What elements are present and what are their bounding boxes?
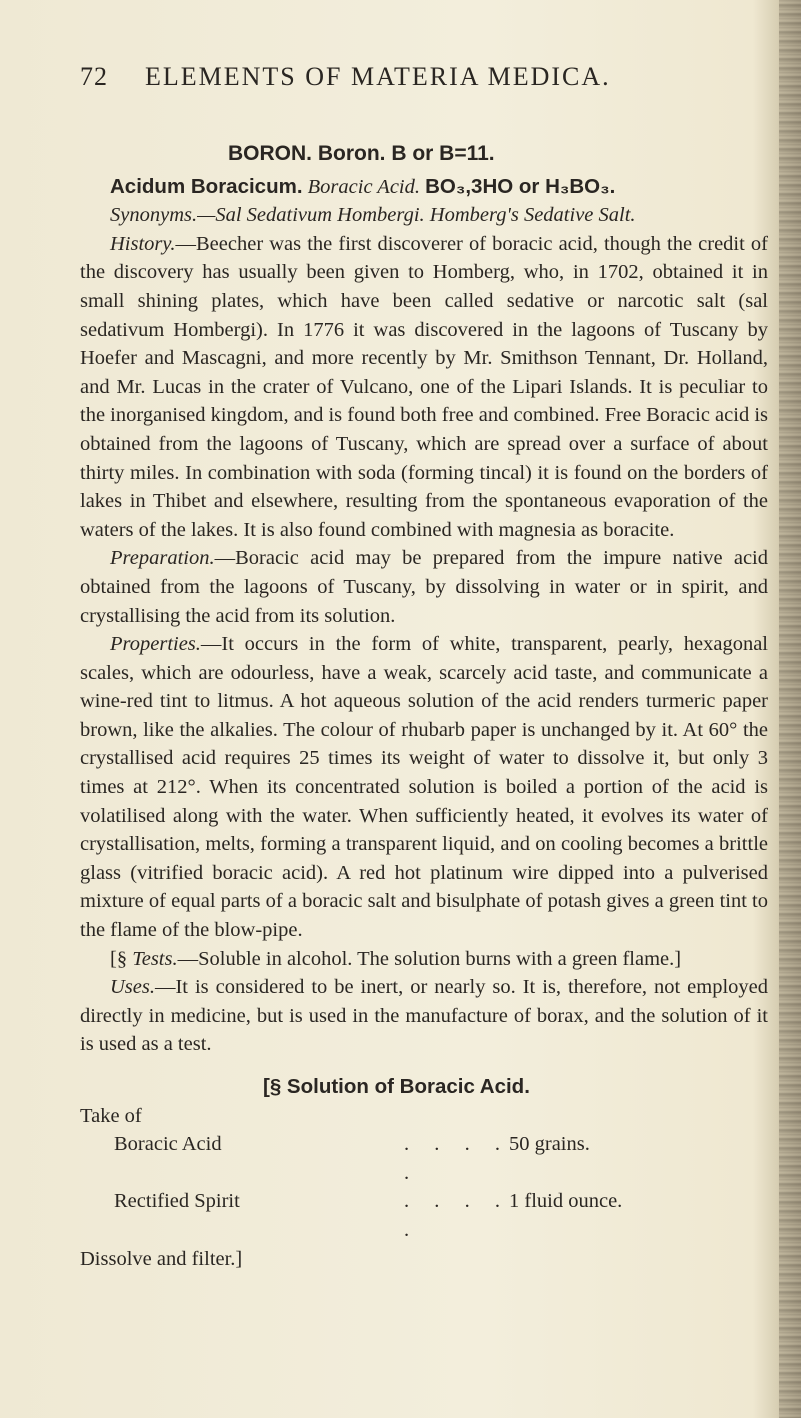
section-heading-boron: BORON. Boron. B or B=11. bbox=[228, 142, 495, 165]
history-text: —Beecher was the first discoverer of boracic acid, though the credit of the discovery has usually been given to Homberg, who, in 1702, obtained it in small shining plates, which have been called sedative or narcotic salt (sal sedativum Hombergi). In 1776 it was discovered in the lagoons of Tuscany by Hoefer and Mascagni, and more recently by Mr. Smithson Tennant, Dr. Holland, and Mr. Lucas in the crater of Vulcano, one of the Lipari Islands. It is peculiar to the inorganised kingdom, and is found both free and combined. Free Boracic acid is obtained from the lagoons of Tuscany, which are spread over a surface of about thirty miles. In combination with soda (forming tincal) it is found on the borders of lakes in Thibet and elsewhere, resulting from the spontaneous evaporation of the waters of the lakes. It is also found combined with magnesia as boracite. bbox=[80, 232, 768, 541]
uses-paragraph bbox=[80, 973, 768, 1059]
recipe-take-of: Take of bbox=[80, 1104, 142, 1127]
uses-label: Uses. bbox=[110, 976, 155, 999]
page-body bbox=[80, 140, 768, 1273]
properties-text: —It occurs in the form of white, transparent, pearly, hexagonal scales, which are odourless, have a weak, scarcely acid taste, and communicate a wine-red tint to litmus. A hot aqueous solution of the acid renders turmeric paper brown, like the alkalies. The colour of rhubarb paper is unchanged by it. At 60° the crystallised acid requires 25 times its weight of water to dissolve it, but only 3 times at 212°. When its concentrated solution is boiled a portion of the acid is volatilised along with the water. When sufficiently heated, it evolves its water of crystallisation, melts, forming a transparent liquid, and on cooling becomes a brittle glass (vitrified boracic acid). A red hot platinum wire dipped into a pulverised mixture of equal parts of a boracic salt and bisulphate of potash gives a green tint to the flame of the blow-pipe. bbox=[80, 633, 768, 942]
ingredient-leader: . . . . . bbox=[404, 1133, 509, 1184]
uses-text: —It is considered to be inert, or nearly so. It is, therefore, not employed directly in medicine, but is used in the manufacture of borax, and the solution of it is used as a test. bbox=[80, 976, 768, 1056]
preparation-paragraph bbox=[80, 544, 768, 630]
acid-title-latin: Acidum Boracicum. bbox=[110, 174, 303, 198]
acid-formula: BO₃,3HO or H₃BO₃. bbox=[425, 174, 616, 198]
tests-label: Tests. bbox=[132, 947, 178, 970]
ingredient-name: Rectified Spirit bbox=[114, 1190, 240, 1213]
synonyms-text: —Sal Sedativum Hombergi. Homberg's Sedative Salt. bbox=[197, 204, 636, 227]
tests-prefix: [§ bbox=[110, 947, 133, 970]
page-header bbox=[0, 62, 801, 102]
ingredient-quantity: 1 fluid ounce. bbox=[509, 1190, 623, 1213]
recipe-ingredient bbox=[114, 1130, 674, 1187]
page-edge bbox=[779, 0, 801, 1418]
acid-title bbox=[80, 173, 768, 202]
recipe-instruction: Dissolve and filter.] bbox=[80, 1247, 243, 1270]
synonyms-paragraph bbox=[80, 201, 768, 230]
properties-label: Properties. bbox=[110, 633, 201, 656]
page-number: 72 bbox=[80, 62, 108, 91]
properties-paragraph bbox=[80, 630, 768, 945]
synonyms-label: Synonyms. bbox=[110, 204, 198, 227]
acid-title-english: Boracic Acid. bbox=[307, 175, 420, 198]
recipe-ingredient bbox=[114, 1187, 674, 1244]
ingredient-quantity: 50 grains. bbox=[509, 1133, 590, 1156]
preparation-text: —Boracic acid may be prepared from the impure native acid obtained from the lagoons of Tuscany, by dissolving in water or in spirit, and crystallising the acid from its solution. bbox=[80, 547, 768, 627]
tests-paragraph bbox=[80, 945, 768, 974]
history-label: History. bbox=[110, 232, 176, 255]
preparation-label: Preparation. bbox=[110, 547, 215, 570]
recipe-title: [§ Solution of Boracic Acid. bbox=[263, 1075, 530, 1098]
running-head: ELEMENTS OF MATERIA MEDICA. bbox=[145, 62, 611, 91]
ingredient-leader: . . . . . bbox=[404, 1190, 509, 1241]
tests-text: —Soluble in alcohol. The solution burns with a green flame.] bbox=[177, 947, 682, 970]
history-paragraph bbox=[80, 230, 768, 545]
ingredient-name: Boracic Acid bbox=[114, 1133, 222, 1156]
